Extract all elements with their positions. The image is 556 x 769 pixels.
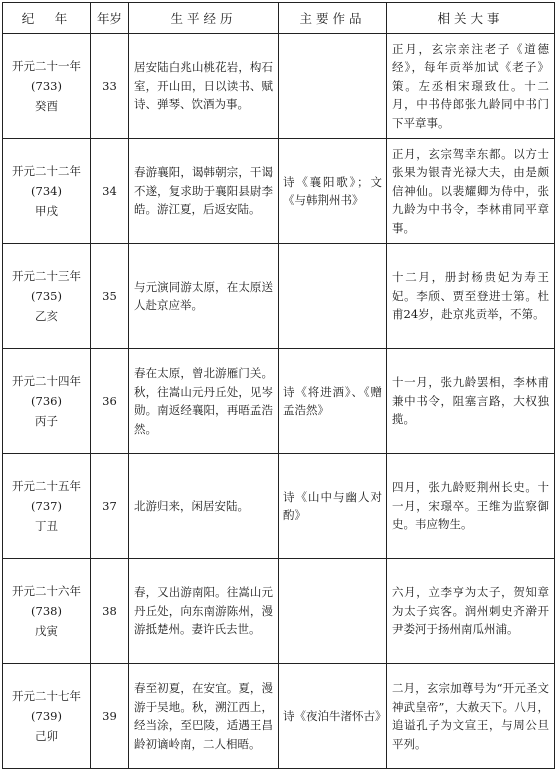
works-cell (279, 34, 387, 139)
header-row (3, 3, 555, 34)
events-cell: 正月，玄宗亲注老子《道德经》，每年贡举加试《老子》策。左丞相宋璟致仕。十二月，中书侍郎张九龄同中书门下平章事。 (387, 34, 555, 139)
life-cell: 与元演同游太原，在太原送人赴京应举。 (129, 244, 279, 349)
ganzhi: 癸酉 (35, 99, 58, 113)
era-name: 开元二十三年 (12, 269, 81, 283)
header-events: 相关大事 (387, 3, 555, 34)
year-ce: (734) (31, 184, 62, 198)
age-cell: 37 (91, 454, 129, 559)
events-cell: 十二月，册封杨贵妃为寿王妃。李颀、贾至登进士第。杜甫24岁，赴京兆贡举，不第。 (387, 244, 555, 349)
era-cell (3, 244, 91, 349)
era-cell (3, 349, 91, 454)
table-row (3, 559, 555, 664)
table-row (3, 34, 555, 139)
events-cell: 二月，玄宗加尊号为“开元圣文神武皇帝”，大赦天下。八月，追谥孔子为文宣王，与周公旦平列。 (387, 664, 555, 769)
year-ce: (733) (31, 79, 62, 93)
works-cell: 诗《夜泊牛渚怀古》 (279, 664, 387, 769)
table-body (3, 34, 555, 769)
era-cell (3, 664, 91, 769)
header-works: 主要作品 (279, 3, 387, 34)
era-name: 开元二十七年 (12, 689, 81, 703)
ganzhi: 丁丑 (35, 519, 58, 533)
works-cell: 诗《将进酒》、《赠孟浩然》 (279, 349, 387, 454)
era-name: 开元二十六年 (12, 584, 81, 598)
era-name: 开元二十五年 (12, 479, 81, 493)
year-ce: (738) (31, 604, 62, 618)
life-cell: 北游归来，闲居安陆。 (129, 454, 279, 559)
era-cell (3, 139, 91, 244)
ganzhi: 乙亥 (35, 309, 58, 323)
chronology-table (2, 2, 555, 769)
age-cell: 36 (91, 349, 129, 454)
year-ce: (739) (31, 709, 62, 723)
era-name: 开元二十四年 (12, 374, 81, 388)
events-cell: 六月，立李亨为太子，贺知章为太子宾客。润州刺史齐澣开尹娄河于扬州南瓜州浦。 (387, 559, 555, 664)
era-cell (3, 454, 91, 559)
works-cell (279, 244, 387, 349)
era-name: 开元二十一年 (12, 59, 81, 73)
era-name: 开元二十二年 (12, 164, 81, 178)
era-cell (3, 559, 91, 664)
works-cell: 诗《襄阳歌》；文《与韩荆州书》 (279, 139, 387, 244)
ganzhi: 甲戌 (35, 204, 58, 218)
life-cell: 春至初夏，在安宜。夏，漫游于吴地。秋，溯江西上，经当涂，至巴陵，适遇王昌龄初谪岭南，二人相晤。 (129, 664, 279, 769)
ganzhi: 戊寅 (35, 624, 58, 638)
life-cell: 居安陆白兆山桃花岩，构石室，开山田，日以读书、赋诗、弹琴、饮酒为事。 (129, 34, 279, 139)
ganzhi: 己卯 (35, 729, 58, 743)
events-cell: 十一月，张九龄罢相，李林甫兼中书令，阻塞言路，大权独揽。 (387, 349, 555, 454)
header-life: 生平经历 (129, 3, 279, 34)
life-cell: 春游襄阳，谒韩朝宗，干谒不遂，复求助于襄阳县尉李皓。游江夏，后返安陆。 (129, 139, 279, 244)
age-cell: 39 (91, 664, 129, 769)
works-cell (279, 559, 387, 664)
year-ce: (737) (31, 499, 62, 513)
life-cell: 春在太原，曾北游雁门关。秋，往嵩山元丹丘处，见岑勋。南返经襄阳，再晤孟浩然。 (129, 349, 279, 454)
table-row (3, 349, 555, 454)
events-cell: 正月，玄宗驾幸东都。以方士张果为银青光禄大夫，由是颇信神仙。以裴耀卿为侍中，张九龄为中书令，李林甫同平章事。 (387, 139, 555, 244)
year-ce: (735) (31, 289, 62, 303)
header-age: 年岁 (91, 3, 129, 34)
ganzhi: 丙子 (35, 414, 58, 428)
table-row (3, 664, 555, 769)
age-cell: 33 (91, 34, 129, 139)
table-row (3, 244, 555, 349)
life-cell: 春，又出游南阳。往嵩山元丹丘处，向东南游陈州，漫游抵楚州。妻许氏去世。 (129, 559, 279, 664)
age-cell: 35 (91, 244, 129, 349)
age-cell: 38 (91, 559, 129, 664)
table-row (3, 454, 555, 559)
events-cell: 四月，张九龄贬荆州长史。十一月，宋璟卒。王维为监察御史。韦应物生。 (387, 454, 555, 559)
table-row (3, 139, 555, 244)
year-ce: (736) (31, 394, 62, 408)
header-era: 纪 年 (3, 3, 91, 34)
works-cell: 诗《山中与幽人对酌》 (279, 454, 387, 559)
era-cell (3, 34, 91, 139)
age-cell: 34 (91, 139, 129, 244)
